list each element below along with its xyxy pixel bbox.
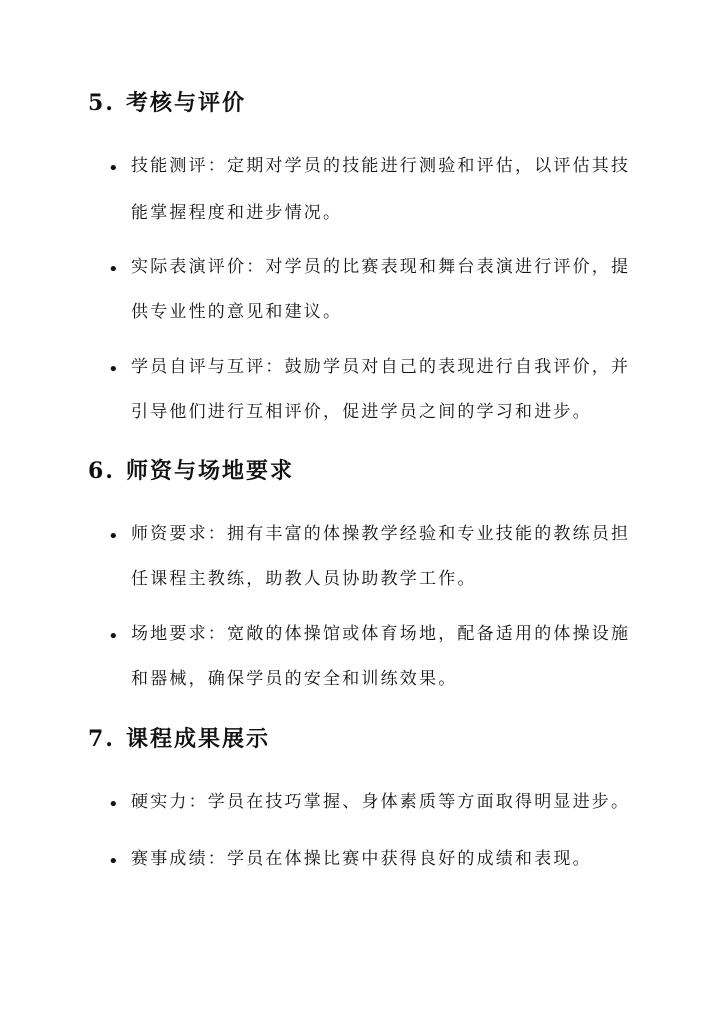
- section-number: 7.: [88, 726, 115, 752]
- list-item-text-line: 赛事成绩：学员在体操比赛中获得良好的成绩和表现。: [131, 849, 592, 869]
- section-heading: [88, 725, 270, 753]
- list-item-text-line: 学员自评与互评：鼓励学员对自己的表现进行自我评价，并: [131, 357, 631, 377]
- list-item-text-line: 硬实力：学员在技巧掌握、身体素质等方面取得明显进步。: [131, 792, 631, 812]
- bullet-icon: •: [108, 259, 119, 280]
- section-number: 5.: [88, 90, 115, 116]
- bullet-icon: •: [108, 851, 119, 872]
- list-item-text-line: 任课程主教练，助教人员协助教学工作。: [131, 569, 477, 589]
- list-item-text-line: 能掌握程度和进步情况。: [131, 203, 343, 223]
- list-item-text-line: 场地要求：宽敞的体操馆或体育场地，配备适用的体操设施: [131, 624, 631, 644]
- list-item-text-line: 引导他们进行互相评价，促进学员之间的学习和进步。: [131, 402, 592, 422]
- list-item-text-line: 和器械，确保学员的安全和训练效果。: [131, 669, 458, 689]
- list-item-text-line: 供专业性的意见和建议。: [131, 302, 343, 322]
- section-title: 师资与场地要求: [126, 458, 295, 484]
- section-title: 课程成果展示: [126, 726, 271, 752]
- list-item-text-line: 技能测评：定期对学员的技能进行测验和评估，以评估其技: [131, 156, 631, 176]
- section-heading: [88, 457, 294, 485]
- bullet-icon: •: [108, 794, 119, 815]
- bullet-icon: •: [108, 158, 119, 179]
- bullet-icon: •: [108, 526, 119, 547]
- section-heading: [88, 89, 246, 117]
- list-item-text-line: 实际表演评价：对学员的比赛表现和舞台表演进行评价，提: [131, 257, 631, 277]
- list-item-text-line: 师资要求：拥有丰富的体操教学经验和专业技能的教练员担: [131, 524, 631, 544]
- bullet-icon: •: [108, 359, 119, 380]
- section-title: 考核与评价: [126, 90, 247, 116]
- bullet-icon: •: [108, 626, 119, 647]
- section-number: 6.: [88, 458, 115, 484]
